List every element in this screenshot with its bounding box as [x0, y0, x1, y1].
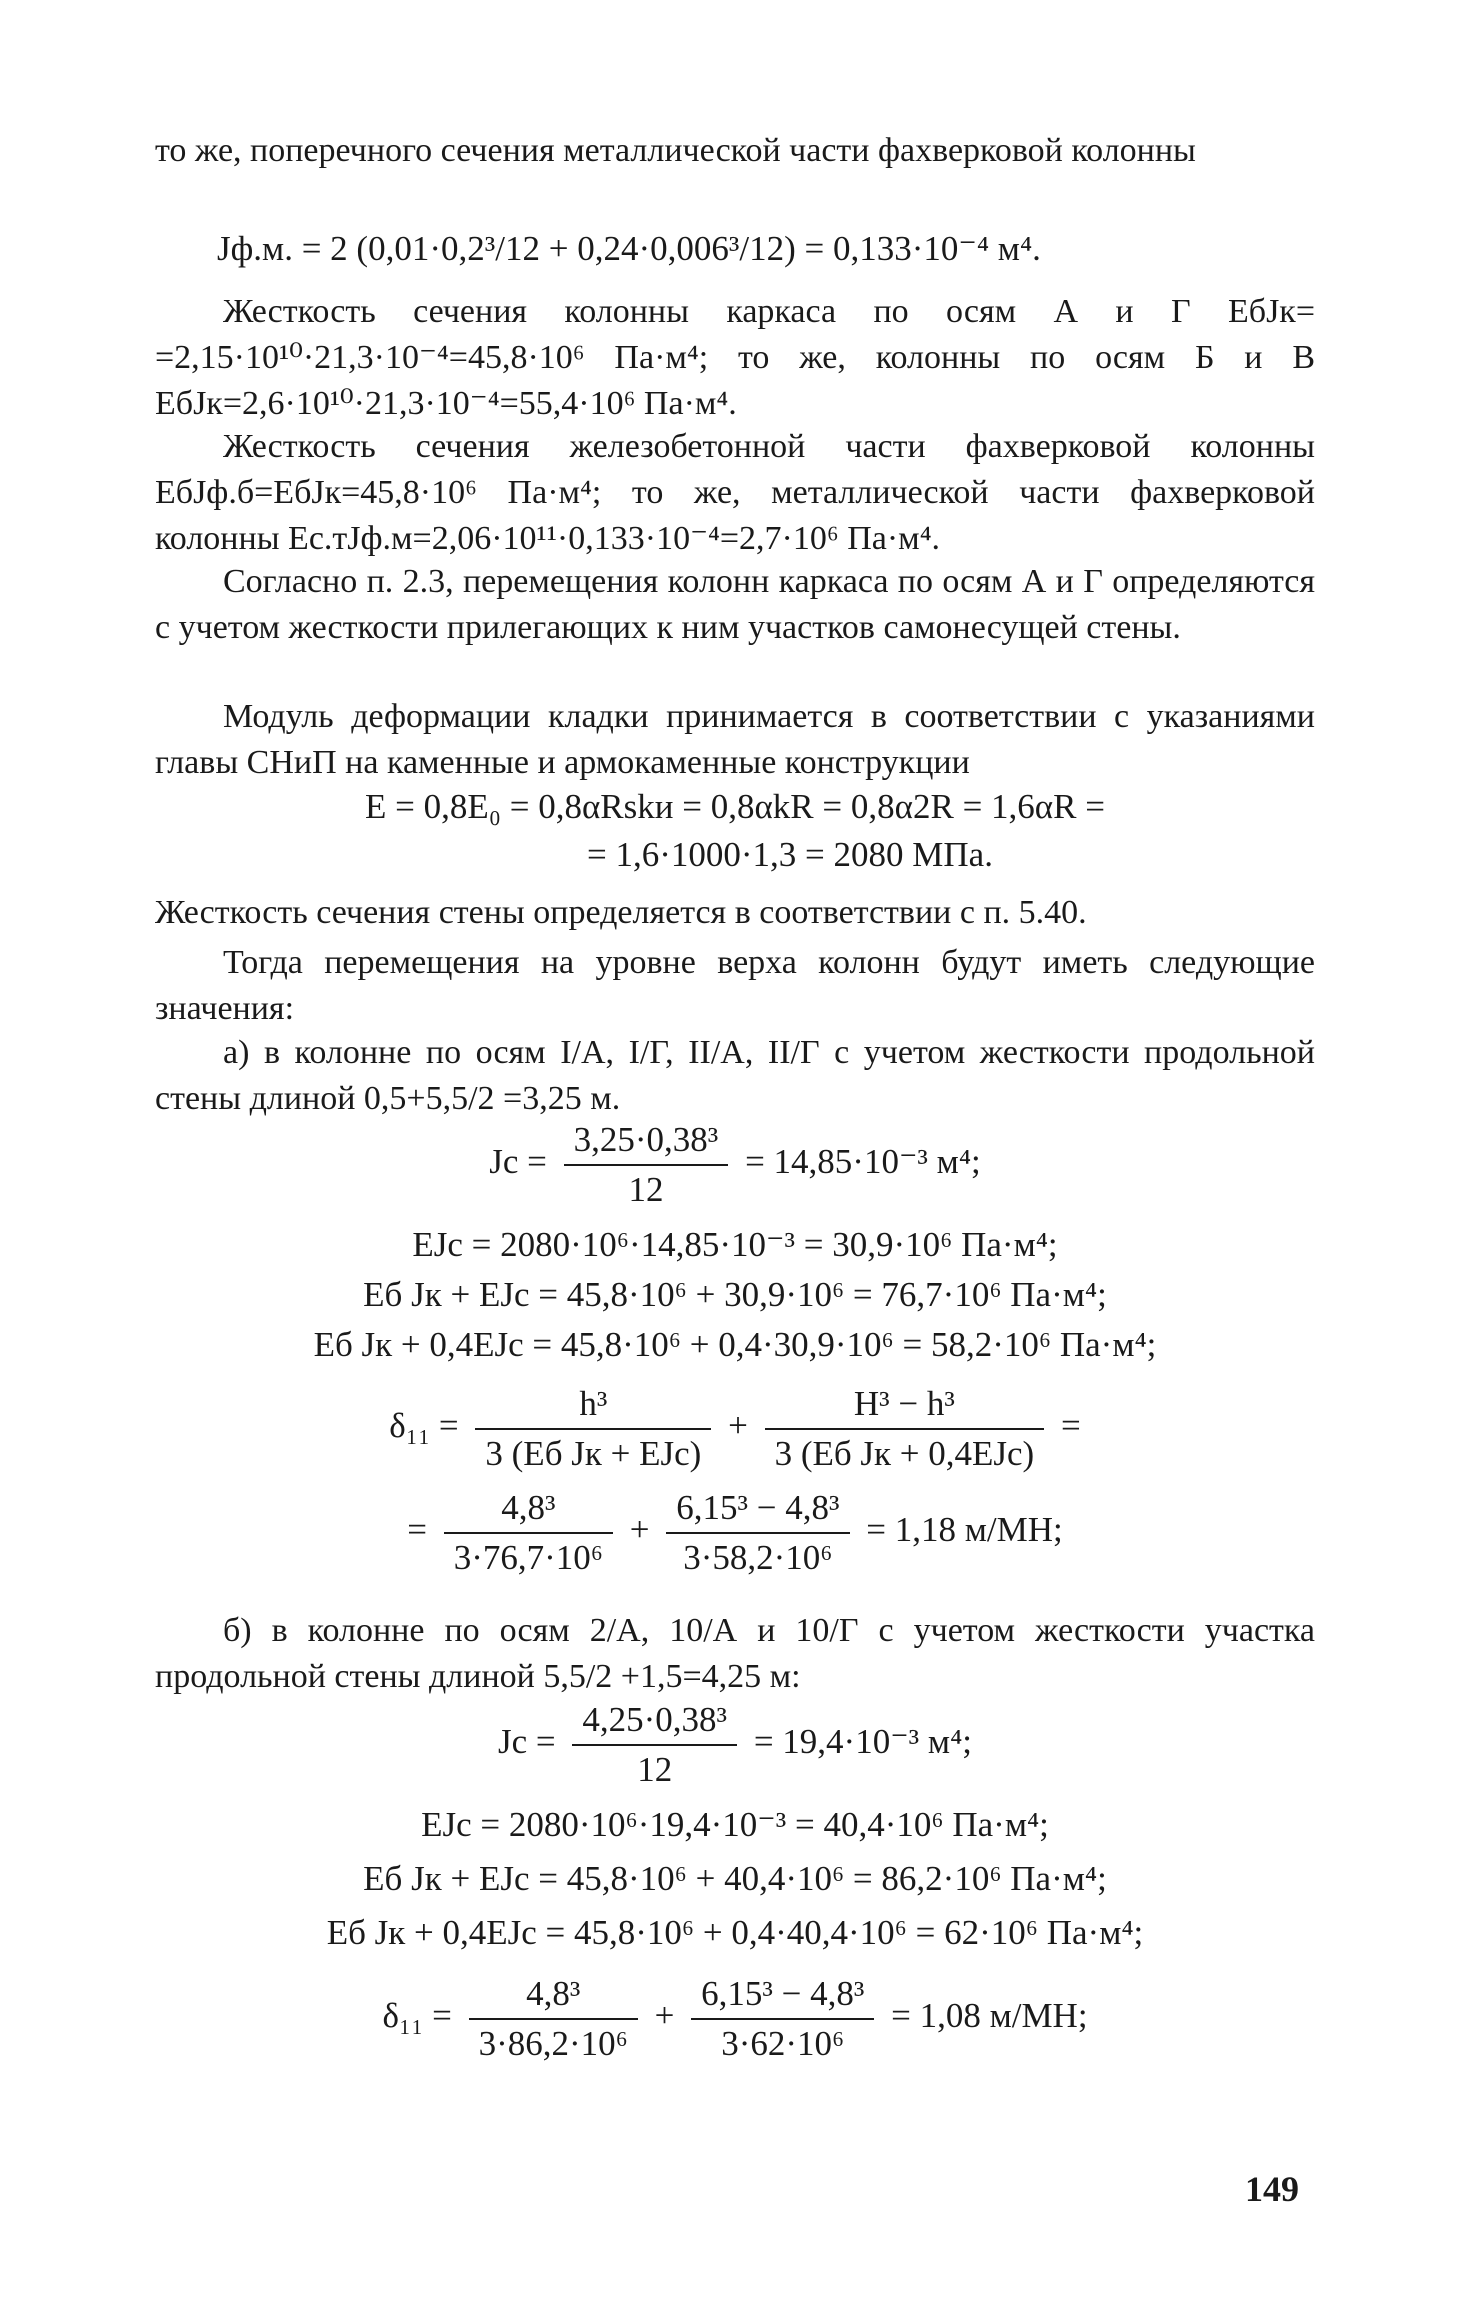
formula-a-ejc: EJс = 2080·10⁶·14,85·10⁻³ = 30,9·10⁶ Па·м⁴; [412, 1225, 1058, 1264]
formula-a-sum1: Eб Jк + EJс = 45,8·10⁶ + 30,9·10⁶ = 76,7·10⁶ Па·м⁴; [363, 1275, 1107, 1314]
formula-a-jc-rhs: = 14,85·10⁻³ м⁴; [745, 1142, 981, 1182]
formula-b-ejc: EJс = 2080·10⁶·19,4·10⁻³ = 40,4·10⁶ Па·м⁴; [421, 1805, 1049, 1844]
fraction-numerator: 4,25·0,38³ [572, 1700, 737, 1746]
fraction-numerator: 6,15³ − 4,8³ [666, 1488, 849, 1534]
equals-sign: = [407, 1510, 427, 1550]
fraction-b-delta-1 [469, 1974, 638, 2064]
fraction-denominator: 3·58,2·10⁶ [683, 1538, 833, 1577]
paragraph-case-b: б) в колонне по осям 2/А, 10/А и 10/Г с учетом жесткости участка продольной стены длиной 5,5/2 +1,5=4,25 м: [155, 1612, 1315, 1695]
fraction-numerator: H³ − h³ [765, 1384, 1045, 1430]
formula-modulus-1: E = 0,8E₀ = 0,8αRskи = 0,8αkR = 0,8α2R = 1,6αR = [365, 787, 1105, 826]
paragraph-displacements: Тогда перемещения на уровне верха колонн будут иметь следующие значения: [155, 944, 1315, 1027]
formula-a-delta [155, 1384, 1315, 1474]
formula-b-delta [155, 1974, 1315, 2064]
plus-sign: + [728, 1406, 748, 1446]
fraction-denominator: 12 [637, 1750, 673, 1789]
formula-a-result [155, 1488, 1315, 1578]
fraction-b-jc [572, 1700, 737, 1790]
fraction-denominator: 3·62·10⁶ [721, 2024, 845, 2063]
plus-sign: + [629, 1510, 650, 1550]
fraction-denominator: 3·76,7·10⁶ [453, 1538, 604, 1577]
fraction-numerator: 4,8³ [469, 1974, 638, 2020]
formula-b-delta-lhs: δ₁₁ = [382, 1996, 452, 2036]
paragraph-stiffness-fachwerk: Жесткость сечения железобетонной части фахверковой колонны EбJф.б=EбJк=45,8·10⁶ Па·м⁴; то же, металлической части фахверковой колонны Eс.тJф.м=2,06·10¹¹·0,133·10⁻⁴=2,7·10⁶ Па·м⁴. [155, 428, 1315, 557]
formula-b-result-rhs: = 1,08 м/МН; [891, 1996, 1088, 2036]
formula-a-jc-lhs: Jс = [489, 1142, 547, 1182]
fraction-a-delta-2 [765, 1384, 1045, 1474]
plus-sign: + [654, 1996, 675, 2036]
formula-b-sum1: Eб Jк + EJс = 45,8·10⁶ + 40,4·10⁶ = 86,2·10⁶ Па·м⁴; [363, 1859, 1107, 1898]
formula-b-jc-lhs: Jс = [498, 1722, 556, 1762]
fraction-b-delta-2 [691, 1974, 874, 2064]
fraction-denominator: 3 (Eб Jк + 0,4EJс) [774, 1434, 1035, 1473]
formula-a-result-rhs: = 1,18 м/МН; [866, 1510, 1063, 1550]
fraction-numerator: 6,15³ − 4,8³ [691, 1974, 874, 2020]
formula-jfm: Jф.м. = 2 (0,01·0,2³/12 + 0,24·0,006³/12) = 0,133·10⁻⁴ м⁴. [217, 229, 1041, 268]
paragraph-stiffness-columns: Жесткость сечения колонны каркаса по осям А и Г EбJк= =2,15·10¹⁰·21,3·10⁻⁴=45,8·10⁶ Па·м⁴; то же, колонны по осям Б и В EбJк=2,6·10¹⁰·21,3·10⁻⁴=55,4·10⁶ Па·м⁴. [155, 293, 1315, 422]
paragraph-intro: то же, поперечного сечения металлической части фахверковой колонны [155, 132, 1196, 169]
formula-b-sum2: Eб Jк + 0,4EJс = 45,8·10⁶ + 0,4·40,4·10⁶ = 62·10⁶ Па·м⁴; [326, 1913, 1144, 1952]
fraction-numerator: 3,25·0,38³ [564, 1120, 729, 1166]
fraction-denominator: 12 [628, 1170, 664, 1209]
formula-a-sum2: Eб Jк + 0,4EJс = 45,8·10⁶ + 0,4·30,9·10⁶ = 58,2·10⁶ Па·м⁴; [313, 1325, 1157, 1364]
fraction-numerator: h³ [475, 1384, 711, 1430]
fraction-denominator: 3 (Eб Jк + EJс) [485, 1434, 702, 1473]
paragraph-displacement-note: Согласно п. 2.3, перемещения колонн каркаса по осям А и Г определяются с учетом жесткости прилегающих к ним участков самонесущей стены. [155, 563, 1315, 646]
paragraph-case-a: а) в колонне по осям I/А, I/Г, II/А, II/Г с учетом жесткости продольной стены длиной 0,5+5,5/2 =3,25 м. [155, 1034, 1315, 1117]
formula-modulus-2: = 1,6·1000·1,3 = 2080 МПа. [587, 835, 993, 874]
fraction-a-result-2 [666, 1488, 849, 1578]
page-number: 149 [1245, 2169, 1299, 2209]
formula-b-jc-rhs: = 19,4·10⁻³ м⁴; [753, 1722, 972, 1762]
formula-a-delta-lhs: δ₁₁ = [389, 1406, 459, 1446]
formula-b-jc [155, 1700, 1315, 1790]
equals-sign: = [1060, 1406, 1081, 1446]
fraction-numerator: 4,8³ [444, 1488, 613, 1534]
fraction-denominator: 3·86,2·10⁶ [478, 2024, 628, 2063]
paragraph-wall-stiffness: Жесткость сечения стены определяется в соответствии с п. 5.40. [155, 894, 1087, 931]
fraction-a-jc [564, 1120, 729, 1210]
paragraph-masonry-modulus: Модуль деформации кладки принимается в соответствии с указаниями главы СНиП на каменные и армокаменные конструкции [155, 698, 1315, 781]
fraction-a-result-1 [444, 1488, 613, 1578]
formula-a-jc [155, 1120, 1315, 1210]
fraction-a-delta-1 [475, 1384, 711, 1474]
